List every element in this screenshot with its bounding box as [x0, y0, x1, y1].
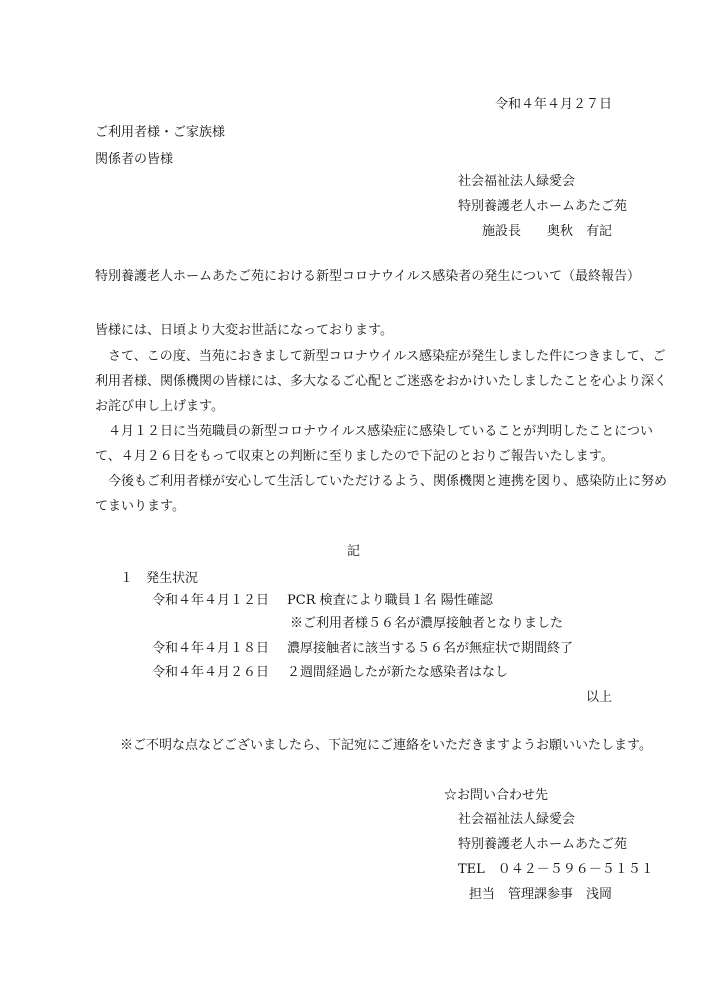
greeting-text: 皆様には、日頃より大変お世話になっております。	[95, 323, 393, 338]
paragraph-2-line-1: ４月１２日に当苑職員の新型コロナウイルス感染症に感染していることが判明したことについ	[95, 424, 653, 439]
row-date: 令和４年４月１２日	[152, 593, 270, 608]
contact-label: ☆お問い合わせ先	[444, 788, 549, 803]
inquiry-note: ※ご不明な点などございましたら、下記宛にご連絡をいただきますようお願いいたします。	[120, 738, 652, 753]
row-text: 濃厚接触者に該当する５６名が無症状で期間終了	[287, 641, 574, 656]
row-date: 令和４年４月１８日	[152, 641, 270, 656]
paragraph-1-line-2: 利用者様、関係機関の皆様には、多大なるご心配とご迷惑をおかけいたしましたことを心より深く	[95, 374, 668, 389]
row-text: ２週間経過したが新たな感染者はなし	[287, 665, 509, 680]
paragraph-1-line-1: さて、この度、当苑におきまして新型コロナウイルス感染症が発生しました件につきまして、ご	[95, 349, 666, 364]
contact-telephone: TEL ０４２－５９６－５１５１	[458, 862, 654, 877]
recipient-users-families: ご利用者様・ご家族様	[95, 125, 226, 140]
section-1-heading: １ 発生状況	[120, 571, 199, 586]
paragraph-1-line-3: お詫び申し上げます。	[95, 399, 224, 414]
row-text: PCR 検査により職員１名 陽性確認	[287, 593, 493, 608]
sender-organization: 社会福祉法人緑愛会	[458, 174, 576, 189]
closing-ijou: 以上	[585, 690, 612, 705]
contact-person: 担当 管理課参事 浅岡	[468, 887, 612, 902]
row-text: ※ご利用者様５６名が濃厚接触者となりました	[290, 616, 564, 631]
document-date: 令和４年４月２７日	[494, 97, 612, 112]
contact-facility: 特別養護老人ホームあたご苑	[458, 837, 628, 852]
paragraph-3-line-1: 今後もご利用者様が安心して生活していただけるよう、関係機関と連携を図り、感染防止に努め	[95, 474, 668, 489]
paragraph-3-line-2: てまいります。	[95, 499, 185, 514]
sender-head: 施設長 奥秋 有記	[481, 224, 612, 239]
row-date: 令和４年４月２６日	[152, 665, 270, 680]
document-title: 特別養護老人ホームあたご苑における新型コロナウイルス感染者の発生について（最終報告）	[95, 269, 640, 284]
paragraph-2-line-2: て、４月２６日をもって収束との判断に至りましたので下記のとおりご報告いたします。	[95, 449, 614, 464]
contact-organization: 社会福祉法人緑愛会	[458, 812, 576, 827]
recipient-related-parties: 関係者の皆様	[95, 152, 174, 167]
sender-facility: 特別養護老人ホームあたご苑	[458, 199, 628, 214]
ki-heading: 記	[346, 544, 360, 559]
